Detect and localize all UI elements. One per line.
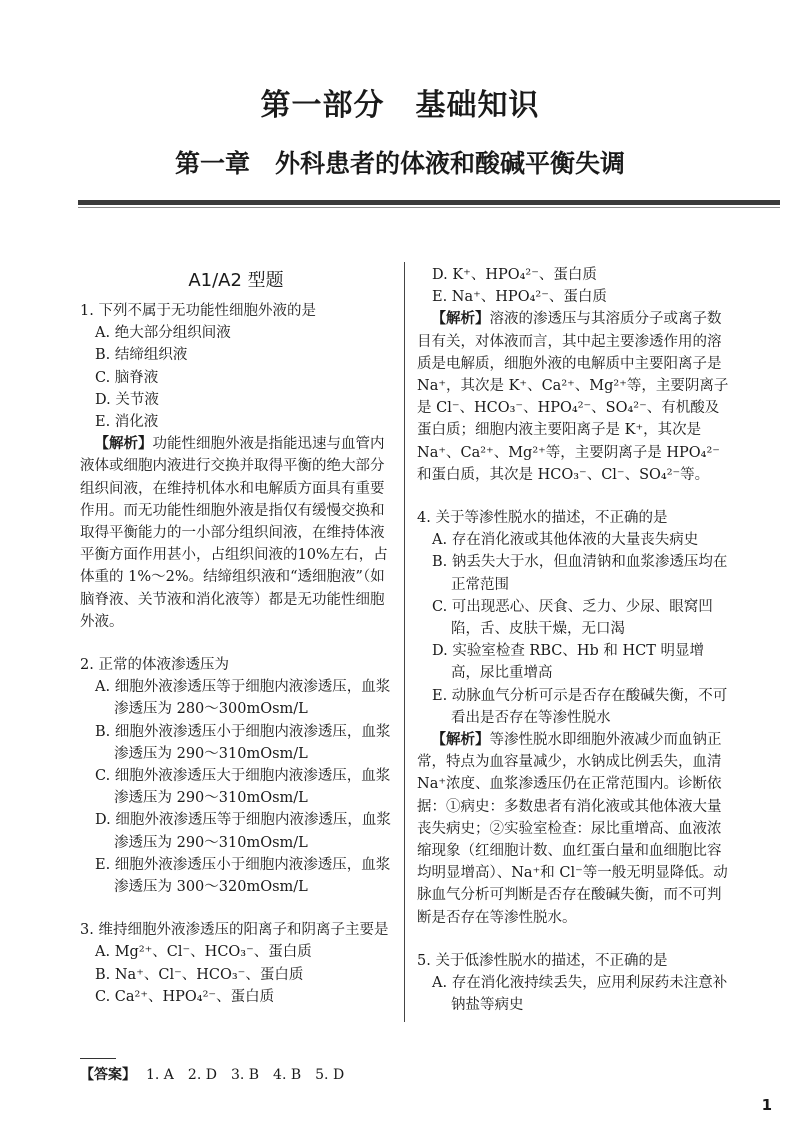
option-c: C. Ca²⁺、HPO₄²⁻、蛋白质 xyxy=(95,988,275,1005)
analysis xyxy=(417,308,729,486)
question-2 xyxy=(80,654,392,898)
analysis-text: 功能性细胞外液是指能迅速与血管内液体或细胞内液进行交换并取得平衡的绝大部分组织间液，在维持机体水和电解质方面具有重要作用。而无功能性细胞外液是指仅有缓慢交换和取得平衡能力的一小部分组织间液，在维持体液平衡方面作用甚小，占组织间液的10%左右，占体重的 1%～2%。结缔组织液和“透细胞液”（如脑脊液、关节液和消化液等）都是无功能性细胞外液。 xyxy=(80,436,388,630)
option-a: A. 细胞外液渗透压等于细胞内液渗透压，血浆渗透压为 280～300mOsm/L xyxy=(95,679,391,718)
option-d: D. 实验室检查 RBC、Hb 和 HCT 明显增高，尿比重增高 xyxy=(432,643,705,682)
option-a: A. 存在消化液持续丢失，应用利尿药未注意补钠盐等病史 xyxy=(432,975,728,1014)
analysis xyxy=(80,433,392,633)
option-d: D. 细胞外液渗透压等于细胞内液渗透压，血浆渗透压为 290～310mOsm/L xyxy=(95,812,391,851)
option-b: B. 细胞外液渗透压小于细胞内液渗透压，血浆渗透压为 290～310mOsm/L xyxy=(95,723,391,762)
analysis-text: 等渗性脱水即细胞外液减少而血钠正常，特点为血容量减少，水钠成比例丢失，血清 Na⁺浓度、血浆渗透压仍在正常范围内。诊断依据：①病史：多数患者有消化液或其他体液大量丧失病史；②实验室检查：尿比重增高、血液浓缩现象（红细胞计数、血红蛋白量和血细胞比容均明显增高）、Na⁺和 Cl⁻等一般无明显降低。动脉血气分析可判断是否存在酸碱失衡，而不可判断是否存在等渗性脱水。 xyxy=(417,732,728,926)
option-c: C. 脑脊液 xyxy=(95,369,159,386)
answer-key-values: 1. A 2. D 3. B 4. B 5. D xyxy=(146,1067,345,1083)
question-stem: 5. 关于低渗性脱水的描述，不正确的是 xyxy=(417,952,668,969)
question-3-continued xyxy=(417,264,729,486)
right-column xyxy=(417,264,729,1017)
option-d: D. 关节液 xyxy=(95,391,159,408)
chapter-title: 第一章 外科患者的体液和酸碱平衡失调 xyxy=(174,149,625,178)
option-c: C. 细胞外液渗透压大于细胞内液渗透压，血浆渗透压为 290～310mOsm/L xyxy=(95,768,391,807)
question-stem: 2. 正常的体液渗透压为 xyxy=(80,657,229,674)
left-column xyxy=(80,268,392,1008)
option-e: E. 动脉血气分析可示是否存在酸碱失衡，不可看出是否存在等渗性脱水 xyxy=(432,687,728,726)
answer-key-label: 【答案】 xyxy=(80,1067,136,1083)
option-a: A. 存在消化液或其他体液的大量丧失病史 xyxy=(432,532,699,549)
question-1 xyxy=(80,300,392,633)
footnote-rule xyxy=(80,1058,116,1059)
header-rule-thin xyxy=(78,207,780,208)
question-4 xyxy=(417,507,729,929)
option-e: E. 消化液 xyxy=(95,414,159,431)
page-number: 1 xyxy=(761,1096,772,1114)
analysis xyxy=(417,729,729,929)
option-d: D. K⁺、HPO₄²⁻、蛋白质 xyxy=(432,267,597,283)
question-stem: 4. 关于等渗性脱水的描述，不正确的是 xyxy=(417,510,668,527)
question-5 xyxy=(417,950,729,1017)
analysis-label: 【解析】 xyxy=(431,311,490,328)
option-b: B. Na⁺、Cl⁻、HCO₃⁻、蛋白质 xyxy=(95,966,304,983)
option-a: A. 绝大部分组织间液 xyxy=(95,325,231,342)
section-title: A1/A2 型题 xyxy=(188,270,284,291)
option-c: C. 可出现恶心、厌食、乏力、少尿、眼窝凹陷，舌、皮肤干燥，无口渴 xyxy=(432,598,713,638)
option-b: B. 钠丢失大于水，但血清钠和血浆渗透压均在正常范围 xyxy=(432,554,728,593)
option-e: E. 细胞外液渗透压小于细胞内液渗透压，血浆渗透压为 300～320mOsm/L xyxy=(95,856,391,896)
option-a: A. Mg²⁺、Cl⁻、HCO₃⁻、蛋白质 xyxy=(95,944,312,961)
header-rule-thick xyxy=(78,200,780,205)
analysis-label: 【解析】 xyxy=(431,732,490,749)
analysis-text: 溶液的渗透压与其溶质分子或离子数目有关，对体液而言，其中起主要渗透作用的溶质是电解质，细胞外液的电解质中主要阳离子是 Na⁺，其次是 K⁺、Ca²⁺、Mg²⁺等，主要阴离子是 Cl⁻、HCO₃⁻、HPO₄²⁻、SO₄²⁻、有机酸及蛋白质；细胞内液主要阳离子是 K⁺，其次是 Na⁺、Ca²⁺、Mg²⁺等，主要阴离子是 HPO₄²⁻和蛋白质，其次是 HCO₃⁻、Cl⁻、SO₄²⁻等。 xyxy=(417,311,729,483)
column-divider xyxy=(404,262,405,1022)
option-b: B. 结缔组织液 xyxy=(95,347,188,364)
part-title: 第一部分 基础知识 xyxy=(260,88,540,123)
question-stem: 3. 维持细胞外液渗透压的阳离子和阴离子主要是 xyxy=(80,922,389,939)
question-3 xyxy=(80,919,392,1008)
answer-key xyxy=(80,1064,344,1084)
option-e: E. Na⁺、HPO₄²⁻、蛋白质 xyxy=(432,289,607,306)
analysis-label: 【解析】 xyxy=(94,436,153,453)
question-stem: 1. 下列不属于无功能性细胞外液的是 xyxy=(80,303,316,319)
